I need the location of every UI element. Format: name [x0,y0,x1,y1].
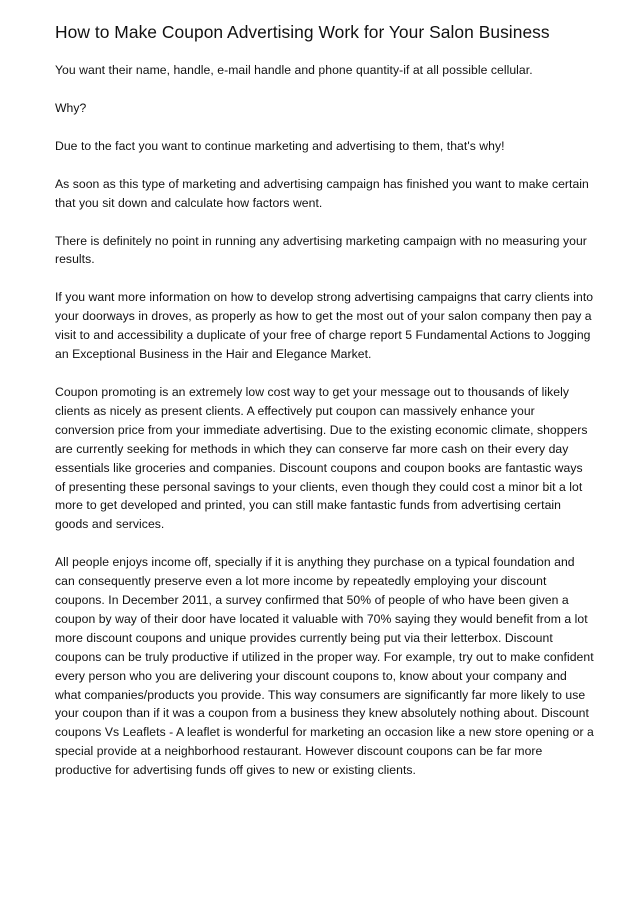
paragraph-reason: Due to the fact you want to continue marketing and advertising to them, that's why! [55,138,505,153]
document-page [55,22,595,799]
paragraph-contact-info: You want their name, handle, e-mail handle and phone quantity-if at all possible cellular. [55,63,533,77]
paragraph-measuring: There is definitely no point in running any advertising marketing campaign with no measuring your results. [55,233,587,267]
paragraph-why: Why? [55,100,87,115]
document-title: How to Make Coupon Advertising Work for Your Salon Business [55,22,550,42]
paragraph-campaign-finished: As soon as this type of marketing and advertising campaign has finished you want to make certain that you sit down and calculate how factors went. [55,176,589,210]
paragraph-income-off: All people enjoys income off, specially if it is anything they purchase on a typical foundation and can consequently preserve even a lot more income by repeatedly employing your discount coupons. In December 2011, a survey confirmed that 50% of people of who have been given a coupon by way of their door have located it valuable with 70% saying they would benefit from a lot more discount coupons and unique provides currently being put via their letterbox. Discount coupons can be truly productive if utilized in the proper way. For example, try out to make confident every person who you are delivering your discount coupons to, know about your company and what companies/products you provide. This way consumers are significantly far more likely to use your coupon than if it was a coupon from a business they knew absolutely nothing about. Discount coupons Vs Leaflets - A leaflet is wonderful for marketing an occasion like a new store opening or a special provide at a neighborhood restaurant. However discount coupons can be far more productive for advertising funds off gives to new or existing clients. [55,555,594,778]
paragraph-more-information: If you want more information on how to develop strong advertising campaigns that carry clients into your doorways in droves, as properly as how to get the most out of your salon company then pay a visit to and accessibility a duplicate of your free of charge report 5 Fundamental Actions to Jogging an Exceptional Business in the Hair and Elegance Market. [55,290,594,362]
paragraph-coupon-promoting: Coupon promoting is an extremely low cost way to get your message out to thousands of likely clients as nicely as present clients. A effectively put coupon can massively enhance your conversion price from your immediate advertising. Due to the existing economic climate, shoppers are currently seeking for methods in which they can conserve far more cash on their every day essentials like groceries and companies. Discount coupons and coupon books are fantastic ways of presenting these personal savings to your clients, even though they could cost a minor bit a lot more to get developed and printed, you can still make fantastic funds from advertising certain goods and services. [55,384,588,532]
